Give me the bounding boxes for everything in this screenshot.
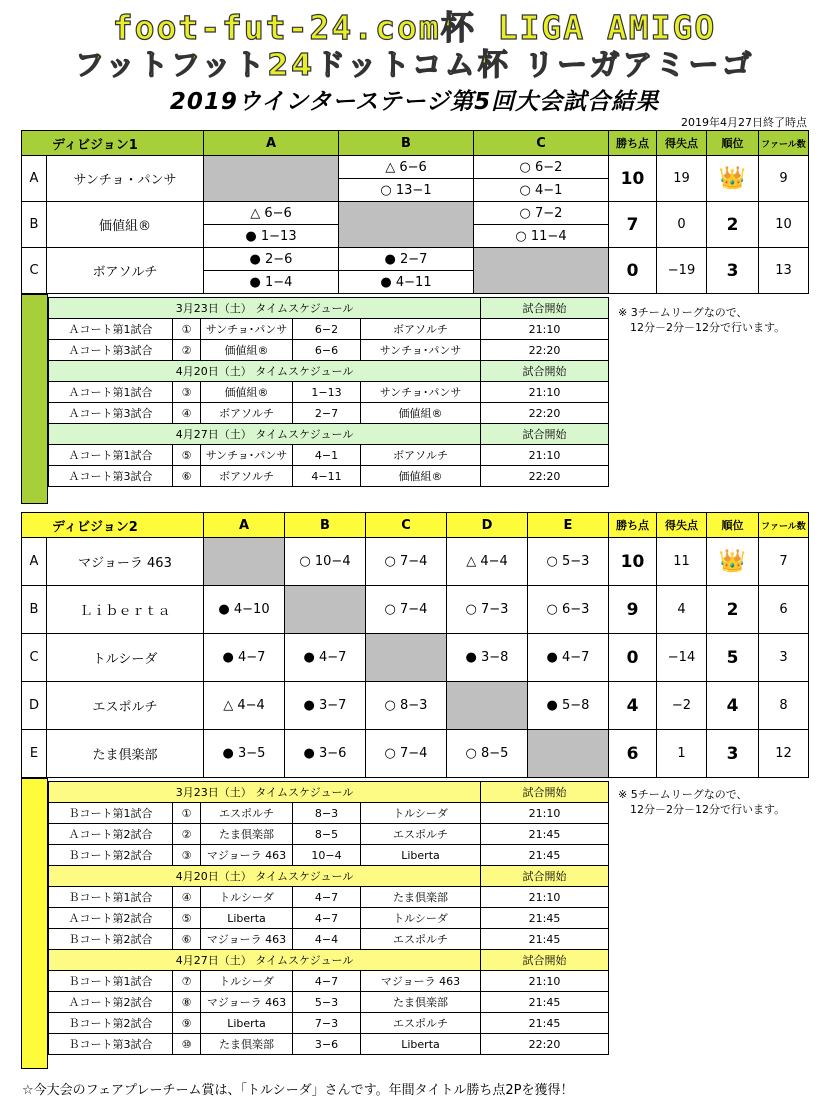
court: Ｂコート第1試合 <box>49 803 173 824</box>
schedule-row <box>49 908 609 929</box>
court: Ａコート第2試合 <box>49 824 173 845</box>
stat-pts: 0 <box>609 634 657 682</box>
match-no: ③ <box>173 382 201 403</box>
stat-rank: 4 <box>707 682 759 730</box>
home-team: トルシーダ <box>201 887 293 908</box>
stat-gd: 1 <box>657 730 707 778</box>
result-cell: ● 3−8 <box>447 634 528 682</box>
result-cell: ● 5−8 <box>528 682 609 730</box>
match-no: ⑥ <box>173 466 201 487</box>
table-row <box>22 538 809 586</box>
header-cell: ディビジョン1 <box>22 131 204 156</box>
schedule-row <box>49 992 609 1013</box>
as-of-date: 2019年4月27日終了時点 <box>681 116 807 129</box>
result-cell: ○ 10−4 <box>285 538 366 586</box>
stat-fouls: 7 <box>759 538 809 586</box>
table-row <box>22 730 809 778</box>
header-cell: ファール数 <box>759 513 809 538</box>
team-name: ボアソルチ <box>47 248 204 294</box>
schedule-row <box>49 929 609 950</box>
blank-cell <box>447 682 528 730</box>
score: 4−7 <box>293 971 361 992</box>
table-row <box>22 634 809 682</box>
table-row <box>22 586 809 634</box>
court: Ｂコート第1試合 <box>49 971 173 992</box>
match-no: ④ <box>173 887 201 908</box>
result-cell: ● 4−7 <box>204 634 285 682</box>
schedule-date-row <box>49 866 609 887</box>
match-no: ⑦ <box>173 971 201 992</box>
court: Ａコート第3試合 <box>49 340 173 361</box>
score: 2−7 <box>293 403 361 424</box>
schedule-date-row <box>49 950 609 971</box>
court: Ａコート第2試合 <box>49 992 173 1013</box>
header-cell: 得失点 <box>657 131 707 156</box>
kickoff-time: 21:10 <box>481 803 609 824</box>
team-name: トルシーダ <box>47 634 204 682</box>
away-team: Liberta <box>361 1034 481 1055</box>
away-team: エスポルチ <box>361 929 481 950</box>
away-team: マジョーラ 463 <box>361 971 481 992</box>
result-cell: ● 4−10 <box>204 586 285 634</box>
home-team: ボアソルチ <box>201 403 293 424</box>
stat-pts: 10 <box>609 156 657 202</box>
home-team: 価値組® <box>201 382 293 403</box>
blank-cell <box>204 538 285 586</box>
away-team: サンチョ･パンサ <box>361 382 481 403</box>
result-cell: ○ 7−4 <box>366 730 447 778</box>
division1-schedule-sidebar <box>21 294 48 504</box>
stat-fouls: 12 <box>759 730 809 778</box>
stat-rank: 3 <box>707 730 759 778</box>
away-team: たま倶楽部 <box>361 887 481 908</box>
result-cell: ○ 8−5 <box>447 730 528 778</box>
score: 8−3 <box>293 803 361 824</box>
stat-pts: 0 <box>609 248 657 294</box>
schedule-row <box>49 445 609 466</box>
schedule-row <box>49 887 609 908</box>
score: 6−6 <box>293 340 361 361</box>
division1-schedule <box>48 297 609 487</box>
crown-icon: 👑 <box>707 156 759 202</box>
stat-gd: −19 <box>657 248 707 294</box>
division2-schedule-sidebar <box>21 778 48 1069</box>
row-key: A <box>22 156 47 202</box>
match-no: ⑧ <box>173 992 201 1013</box>
schedule-row <box>49 466 609 487</box>
division2-schedule <box>48 781 609 1055</box>
away-team: たま倶楽部 <box>361 992 481 1013</box>
away-team: エスポルチ <box>361 824 481 845</box>
stat-pts: 6 <box>609 730 657 778</box>
result-cell: ○ 5−3 <box>528 538 609 586</box>
court: Ｂコート第2試合 <box>49 1013 173 1034</box>
crown-icon: 👑 <box>707 538 759 586</box>
header-cell: C <box>366 513 447 538</box>
match-no: ① <box>173 803 201 824</box>
score: 5−3 <box>293 992 361 1013</box>
team-name: たま倶楽部 <box>47 730 204 778</box>
row-key: B <box>22 586 47 634</box>
result-cell: ○ 7−4 <box>366 586 447 634</box>
home-team: サンチョ･パンサ <box>201 319 293 340</box>
home-team: たま倶楽部 <box>201 824 293 845</box>
schedule-date: 4月27日（土） タイムスケジュール <box>49 424 481 445</box>
stat-rank: 2 <box>707 202 759 248</box>
match-no: ⑨ <box>173 1013 201 1034</box>
kickoff-header: 試合開始 <box>481 424 609 445</box>
schedule-row <box>49 971 609 992</box>
home-team: マジョーラ 463 <box>201 845 293 866</box>
score: 8−5 <box>293 824 361 845</box>
away-team: 価値組® <box>361 403 481 424</box>
match-no: ② <box>173 824 201 845</box>
away-team: サンチョ･パンサ <box>361 340 481 361</box>
schedule-date-row <box>49 298 609 319</box>
score: 4−7 <box>293 908 361 929</box>
court: Ｂコート第1試合 <box>49 887 173 908</box>
stat-fouls: 8 <box>759 682 809 730</box>
schedule-row <box>49 824 609 845</box>
team-name: マジョーラ 463 <box>47 538 204 586</box>
stat-gd: −14 <box>657 634 707 682</box>
kickoff-time: 21:45 <box>481 929 609 950</box>
schedule-row <box>49 382 609 403</box>
score: 6−2 <box>293 319 361 340</box>
court: Ａコート第2試合 <box>49 908 173 929</box>
match-no: ① <box>173 319 201 340</box>
court: Ａコート第3試合 <box>49 403 173 424</box>
match-no: ⑥ <box>173 929 201 950</box>
kickoff-time: 21:10 <box>481 445 609 466</box>
subtitle: 2019ウインターステージ第5回大会試合結果 <box>169 89 660 115</box>
result-cell: △ 4−4 <box>204 682 285 730</box>
court: Ａコート第3試合 <box>49 466 173 487</box>
result-cell: ○ 6−2 <box>474 156 609 179</box>
row-key: C <box>22 634 47 682</box>
home-team: エスポルチ <box>201 803 293 824</box>
match-no: ⑩ <box>173 1034 201 1055</box>
result-cell: △ 6−6 <box>204 202 339 225</box>
header-cell: 得失点 <box>657 513 707 538</box>
result-cell: ● 2−6 <box>204 248 339 271</box>
home-team: マジョーラ 463 <box>201 992 293 1013</box>
header-cell: B <box>339 131 474 156</box>
score: 4−4 <box>293 929 361 950</box>
home-team: ボアソルチ <box>201 466 293 487</box>
schedule-row <box>49 319 609 340</box>
schedule-row <box>49 340 609 361</box>
stat-gd: 11 <box>657 538 707 586</box>
court: Ｂコート第2試合 <box>49 845 173 866</box>
home-team: 価値組® <box>201 340 293 361</box>
division1-header-row <box>22 131 809 156</box>
kickoff-time: 21:10 <box>481 319 609 340</box>
kickoff-header: 試合開始 <box>481 782 609 803</box>
kickoff-time: 22:20 <box>481 466 609 487</box>
header-cell: B <box>285 513 366 538</box>
header-cell: E <box>528 513 609 538</box>
kickoff-time: 21:10 <box>481 382 609 403</box>
match-no: ⑤ <box>173 445 201 466</box>
division1-table <box>21 130 809 294</box>
division2-header-row <box>22 513 809 538</box>
result-cell: ○ 11−4 <box>474 225 609 248</box>
result-cell: ○ 7−2 <box>474 202 609 225</box>
header-cell: D <box>447 513 528 538</box>
row-key: A <box>22 538 47 586</box>
division1-note: ※ 3チームリーグなので、 12分－2分－12分で行います。 <box>618 306 786 334</box>
schedule-row <box>49 1013 609 1034</box>
kickoff-time: 21:45 <box>481 845 609 866</box>
header-cell: 順位 <box>707 131 759 156</box>
team-name: エスポルチ <box>47 682 204 730</box>
stat-gd: 4 <box>657 586 707 634</box>
header-cell: C <box>474 131 609 156</box>
title-japanese: フットフット24ドットコム杯 リーガアミーゴ <box>74 48 755 83</box>
home-team: サンチョ･パンサ <box>201 445 293 466</box>
schedule-row <box>49 403 609 424</box>
row-key: D <box>22 682 47 730</box>
result-cell: ● 3−6 <box>285 730 366 778</box>
fair-play-footer: ☆今大会のフェアプレーチーム賞は、「トルシーダ」さんです。年間タイトル勝ち点2Pを獲得！ <box>22 1083 574 1098</box>
result-cell: △ 6−6 <box>339 156 474 179</box>
header-cell: 順位 <box>707 513 759 538</box>
stat-fouls: 13 <box>759 248 809 294</box>
header-cell: ディビジョン2 <box>22 513 204 538</box>
kickoff-time: 21:45 <box>481 824 609 845</box>
row-key: B <box>22 202 47 248</box>
score: 4−1 <box>293 445 361 466</box>
score: 4−7 <box>293 887 361 908</box>
away-team: エスポルチ <box>361 1013 481 1034</box>
result-cell: ● 4−11 <box>339 271 474 294</box>
title-english: foot-fut-24.com杯 LIGA AMIGO <box>112 8 717 47</box>
match-no: ② <box>173 340 201 361</box>
header-cell: A <box>204 131 339 156</box>
result-cell: ○ 4−1 <box>474 179 609 202</box>
team-name: Ｌｉｂｅｒｔａ <box>47 586 204 634</box>
stat-fouls: 3 <box>759 634 809 682</box>
stat-rank: 3 <box>707 248 759 294</box>
result-cell: ● 2−7 <box>339 248 474 271</box>
kickoff-time: 21:10 <box>481 971 609 992</box>
schedule-row <box>49 1034 609 1055</box>
home-team: マジョーラ 463 <box>201 929 293 950</box>
score: 3−6 <box>293 1034 361 1055</box>
result-cell: △ 4−4 <box>447 538 528 586</box>
result-cell: ○ 6−3 <box>528 586 609 634</box>
stat-fouls: 10 <box>759 202 809 248</box>
kickoff-time: 21:45 <box>481 992 609 1013</box>
home-team: トルシーダ <box>201 971 293 992</box>
result-cell: ○ 7−4 <box>366 538 447 586</box>
table-row <box>22 156 809 179</box>
kickoff-time: 21:45 <box>481 908 609 929</box>
result-cell: ● 4−7 <box>528 634 609 682</box>
blank-cell <box>339 202 474 248</box>
stat-gd: 19 <box>657 156 707 202</box>
blank-cell <box>366 634 447 682</box>
court: Ａコート第1試合 <box>49 382 173 403</box>
match-no: ③ <box>173 845 201 866</box>
kickoff-time: 22:20 <box>481 1034 609 1055</box>
kickoff-time: 21:10 <box>481 887 609 908</box>
blank-cell <box>285 586 366 634</box>
home-team: Liberta <box>201 1013 293 1034</box>
schedule-row <box>49 845 609 866</box>
result-cell: ● 1−13 <box>204 225 339 248</box>
court: Ｂコート第2試合 <box>49 929 173 950</box>
kickoff-time: 22:20 <box>481 403 609 424</box>
score: 10−4 <box>293 845 361 866</box>
kickoff-header: 試合開始 <box>481 950 609 971</box>
schedule-date: 3月23日（土） タイムスケジュール <box>49 782 481 803</box>
stat-fouls: 6 <box>759 586 809 634</box>
result-cell: ● 1−4 <box>204 271 339 294</box>
schedule-date: 4月20日（土） タイムスケジュール <box>49 361 481 382</box>
schedule-date-row <box>49 361 609 382</box>
row-key: E <box>22 730 47 778</box>
stat-gd: 0 <box>657 202 707 248</box>
court: Ｂコート第3試合 <box>49 1034 173 1055</box>
result-cell: ● 4−7 <box>285 634 366 682</box>
blank-cell <box>474 248 609 294</box>
header-cell: ファール数 <box>759 131 809 156</box>
kickoff-time: 21:45 <box>481 1013 609 1034</box>
table-row <box>22 682 809 730</box>
table-row <box>22 202 809 225</box>
result-cell: ● 3−7 <box>285 682 366 730</box>
stat-pts: 7 <box>609 202 657 248</box>
header-cell: 勝ち点 <box>609 131 657 156</box>
stat-pts: 10 <box>609 538 657 586</box>
away-team: トルシーダ <box>361 908 481 929</box>
result-cell: ○ 7−3 <box>447 586 528 634</box>
stat-fouls: 9 <box>759 156 809 202</box>
stat-pts: 4 <box>609 682 657 730</box>
schedule-date: 3月23日（土） タイムスケジュール <box>49 298 481 319</box>
division2-table <box>21 512 809 778</box>
stat-gd: −2 <box>657 682 707 730</box>
score: 1−13 <box>293 382 361 403</box>
header-cell: A <box>204 513 285 538</box>
result-cell: ○ 8−3 <box>366 682 447 730</box>
court: Ａコート第1試合 <box>49 319 173 340</box>
result-cell: ○ 13−1 <box>339 179 474 202</box>
stat-pts: 9 <box>609 586 657 634</box>
away-team: 価値組® <box>361 466 481 487</box>
schedule-date-row <box>49 424 609 445</box>
schedule-date: 4月20日（土） タイムスケジュール <box>49 866 481 887</box>
score: 4−11 <box>293 466 361 487</box>
kickoff-header: 試合開始 <box>481 361 609 382</box>
kickoff-header: 試合開始 <box>481 298 609 319</box>
schedule-row <box>49 803 609 824</box>
home-team: たま倶楽部 <box>201 1034 293 1055</box>
court: Ａコート第1試合 <box>49 445 173 466</box>
away-team: トルシーダ <box>361 803 481 824</box>
home-team: Liberta <box>201 908 293 929</box>
stat-rank: 2 <box>707 586 759 634</box>
kickoff-time: 22:20 <box>481 340 609 361</box>
match-no: ⑤ <box>173 908 201 929</box>
team-name: 価値組® <box>47 202 204 248</box>
away-team: Liberta <box>361 845 481 866</box>
away-team: ボアソルチ <box>361 445 481 466</box>
match-no: ④ <box>173 403 201 424</box>
schedule-date: 4月27日（土） タイムスケジュール <box>49 950 481 971</box>
stat-rank: 5 <box>707 634 759 682</box>
result-cell: ● 3−5 <box>204 730 285 778</box>
blank-cell <box>204 156 339 202</box>
away-team: ボアソルチ <box>361 319 481 340</box>
header-cell: 勝ち点 <box>609 513 657 538</box>
row-key: C <box>22 248 47 294</box>
table-row <box>22 248 809 271</box>
division2-note: ※ 5チームリーグなので、 12分－2分－12分で行います。 <box>618 788 786 816</box>
kickoff-header: 試合開始 <box>481 866 609 887</box>
score: 7−3 <box>293 1013 361 1034</box>
blank-cell <box>528 730 609 778</box>
schedule-date-row <box>49 782 609 803</box>
team-name: サンチョ・パンサ <box>47 156 204 202</box>
